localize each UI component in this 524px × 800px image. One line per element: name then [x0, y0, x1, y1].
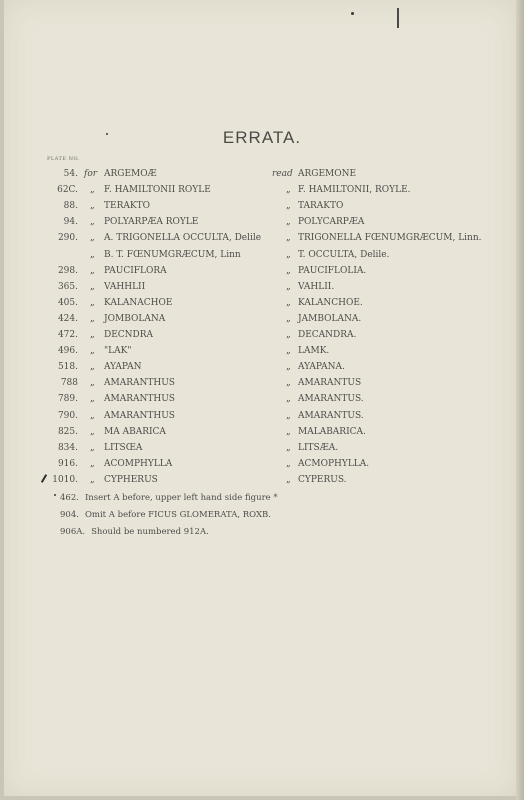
for-label: „ — [90, 297, 95, 308]
errata-note — [60, 510, 271, 520]
erroneous-text: "LAK" — [104, 346, 132, 357]
corrected-text: POLYCARPÆA — [298, 217, 365, 228]
erroneous-text: B. T. FŒNUMGRÆCUM, Linn — [104, 249, 241, 260]
plate-number: 405. — [57, 297, 78, 308]
corrected-text: ACMOPHYLLA. — [298, 458, 370, 469]
erroneous-text: AYAPAN — [104, 362, 142, 373]
plate-number: 518. — [57, 362, 78, 373]
note-plate-number: 904. — [60, 510, 79, 520]
errata-row — [0, 427, 524, 442]
plate-number: 365. — [57, 281, 78, 292]
read-label: „ — [286, 201, 291, 212]
corrected-text: T. OCCULTA, Delile. — [298, 249, 390, 260]
for-label: „ — [90, 458, 95, 469]
errata-row — [0, 217, 524, 232]
corrected-text: PAUCIFLOLIA. — [298, 265, 367, 276]
plate-number: 916. — [57, 458, 78, 469]
corrected-text: ARGEMONE — [298, 169, 357, 179]
read-label: „ — [286, 458, 291, 469]
errata-row — [0, 475, 524, 490]
plate-number: 788 — [60, 378, 78, 389]
for-label: „ — [90, 426, 95, 437]
erroneous-text: ACOMPHYLLA — [104, 458, 173, 469]
errata-row — [0, 314, 524, 329]
read-label: „ — [286, 474, 291, 485]
erroneous-text: VAHHLII — [104, 281, 146, 292]
for-label: „ — [90, 330, 95, 340]
erroneous-text: AMARANTHUS — [104, 378, 175, 389]
corrected-text: KALANCHOE. — [298, 297, 363, 308]
plate-number: 62C. — [57, 185, 78, 196]
note-text: Insert A before, upper left hand side figure * — [84, 493, 278, 503]
plate-number: 790. — [57, 410, 78, 421]
read-label: „ — [286, 281, 291, 292]
errata-row — [0, 250, 524, 265]
erroneous-text: AMARANTHUS — [104, 394, 175, 405]
read-label: „ — [286, 217, 291, 228]
plate-number-heading: PLATE NO. — [47, 156, 80, 162]
read-label: „ — [286, 265, 291, 276]
erroneous-text: KALANACHOE — [104, 297, 173, 308]
errata-row — [0, 394, 524, 409]
read-label: „ — [286, 378, 291, 389]
plate-number: 54. — [63, 169, 78, 179]
note-plate-number: 462. — [60, 493, 79, 503]
errata-row — [0, 298, 524, 313]
plate-number: 1010. — [52, 474, 78, 485]
errata-row — [0, 201, 524, 216]
read-label: „ — [286, 394, 291, 405]
erroneous-text: DECNDRA — [104, 330, 154, 340]
erroneous-text: AMARANTHUS — [104, 410, 175, 421]
plate-number: 424. — [57, 313, 78, 324]
corrected-text: F. HAMILTONII, ROYLE. — [298, 185, 411, 196]
errata-row — [0, 346, 524, 361]
plate-number: 88. — [63, 201, 78, 212]
corrected-text: AMARANTUS. — [298, 394, 364, 405]
note-text: Omit A before FICUS GLOMERATA, ROXB. — [84, 510, 271, 520]
errata-row — [0, 330, 524, 345]
read-label: „ — [286, 410, 291, 421]
for-label: „ — [90, 313, 95, 324]
for-label: „ — [90, 233, 95, 244]
for-label: „ — [90, 346, 95, 357]
erroneous-text: POLYARPÆA ROYLE — [104, 217, 199, 228]
corrected-text: AMARANTUS. — [298, 410, 364, 421]
plate-number: 825. — [57, 426, 78, 437]
read-label: „ — [286, 233, 291, 244]
for-label: „ — [90, 281, 95, 292]
read-label: „ — [286, 249, 291, 260]
for-label: „ — [90, 265, 95, 276]
erroneous-text: TERAKTO — [104, 201, 150, 212]
for-label: „ — [90, 442, 95, 453]
corrected-text: MALABARICA. — [298, 426, 366, 437]
errata-note — [60, 493, 278, 503]
for-label: „ — [90, 410, 95, 421]
errata-row — [0, 185, 524, 200]
corrected-text: AYAPANA. — [298, 362, 345, 373]
note-text: Should be numbered 912A. — [91, 527, 209, 537]
corrected-text: TARAKTO — [298, 201, 344, 212]
erroneous-text: LITSŒA — [104, 442, 143, 453]
for-label: „ — [90, 185, 95, 196]
plate-number: 789. — [57, 394, 78, 405]
errata-row — [0, 266, 524, 281]
errata-row — [0, 378, 524, 393]
plate-number: 496. — [57, 346, 78, 357]
for-label: for — [84, 169, 98, 179]
corrected-text: CYPERUS. — [298, 474, 347, 485]
errata-row — [0, 233, 524, 248]
erroneous-text: JOMBOLANA — [104, 313, 166, 324]
corrected-text: LAMK. — [298, 346, 330, 357]
errata-row — [0, 282, 524, 297]
corrected-text: DECANDRA. — [298, 330, 357, 340]
ink-dot-mark — [351, 12, 354, 15]
read-label: „ — [286, 426, 291, 437]
errata-row — [0, 169, 524, 184]
read-label: „ — [286, 442, 291, 453]
read-label: „ — [286, 346, 291, 357]
read-label: „ — [286, 297, 291, 308]
page-title: ERRATA. — [222, 128, 302, 147]
read-label: „ — [286, 330, 291, 340]
errata-row — [0, 362, 524, 377]
for-label: „ — [90, 474, 95, 485]
errata-row — [0, 443, 524, 458]
corrected-text: VAHLII. — [298, 281, 335, 292]
corrected-text: LITSÆA. — [298, 442, 339, 453]
errata-note — [60, 527, 209, 537]
for-label: „ — [90, 378, 95, 389]
for-label: „ — [90, 362, 95, 373]
corrected-text: JAMBOLANA. — [298, 313, 362, 324]
plate-number: 834. — [57, 442, 78, 453]
erroneous-text: MA ABARICA — [104, 426, 166, 437]
note-plate-number: 906A. — [60, 527, 86, 537]
plate-number: 94. — [63, 217, 78, 228]
erroneous-text: CYPHERUS — [104, 474, 158, 485]
ink-dot-mark — [54, 494, 56, 496]
ink-tick-mark — [397, 8, 399, 28]
read-label: read — [272, 169, 293, 179]
for-label: „ — [90, 217, 95, 228]
erroneous-text: ARGEMOÆ — [104, 169, 157, 179]
read-label: „ — [286, 313, 291, 324]
for-label: „ — [90, 394, 95, 405]
erroneous-text: F. HAMILTONII ROYLE — [104, 185, 211, 196]
read-label: „ — [286, 362, 291, 373]
erroneous-text: A. TRIGONELLA OCCULTA, Delile — [104, 233, 262, 244]
erroneous-text: PAUCIFLORA — [104, 265, 167, 276]
corrected-text: AMARANTUS — [298, 378, 362, 389]
errata-row — [0, 411, 524, 426]
plate-number: 298. — [57, 265, 78, 276]
for-label: „ — [90, 201, 95, 212]
plate-number: 472. — [57, 330, 78, 340]
errata-row — [0, 459, 524, 474]
plate-number: 290. — [57, 233, 78, 244]
read-label: „ — [286, 185, 291, 196]
corrected-text: TRIGONELLA FŒNUMGRÆCUM, Linn. — [298, 233, 482, 244]
for-label: „ — [90, 249, 95, 260]
